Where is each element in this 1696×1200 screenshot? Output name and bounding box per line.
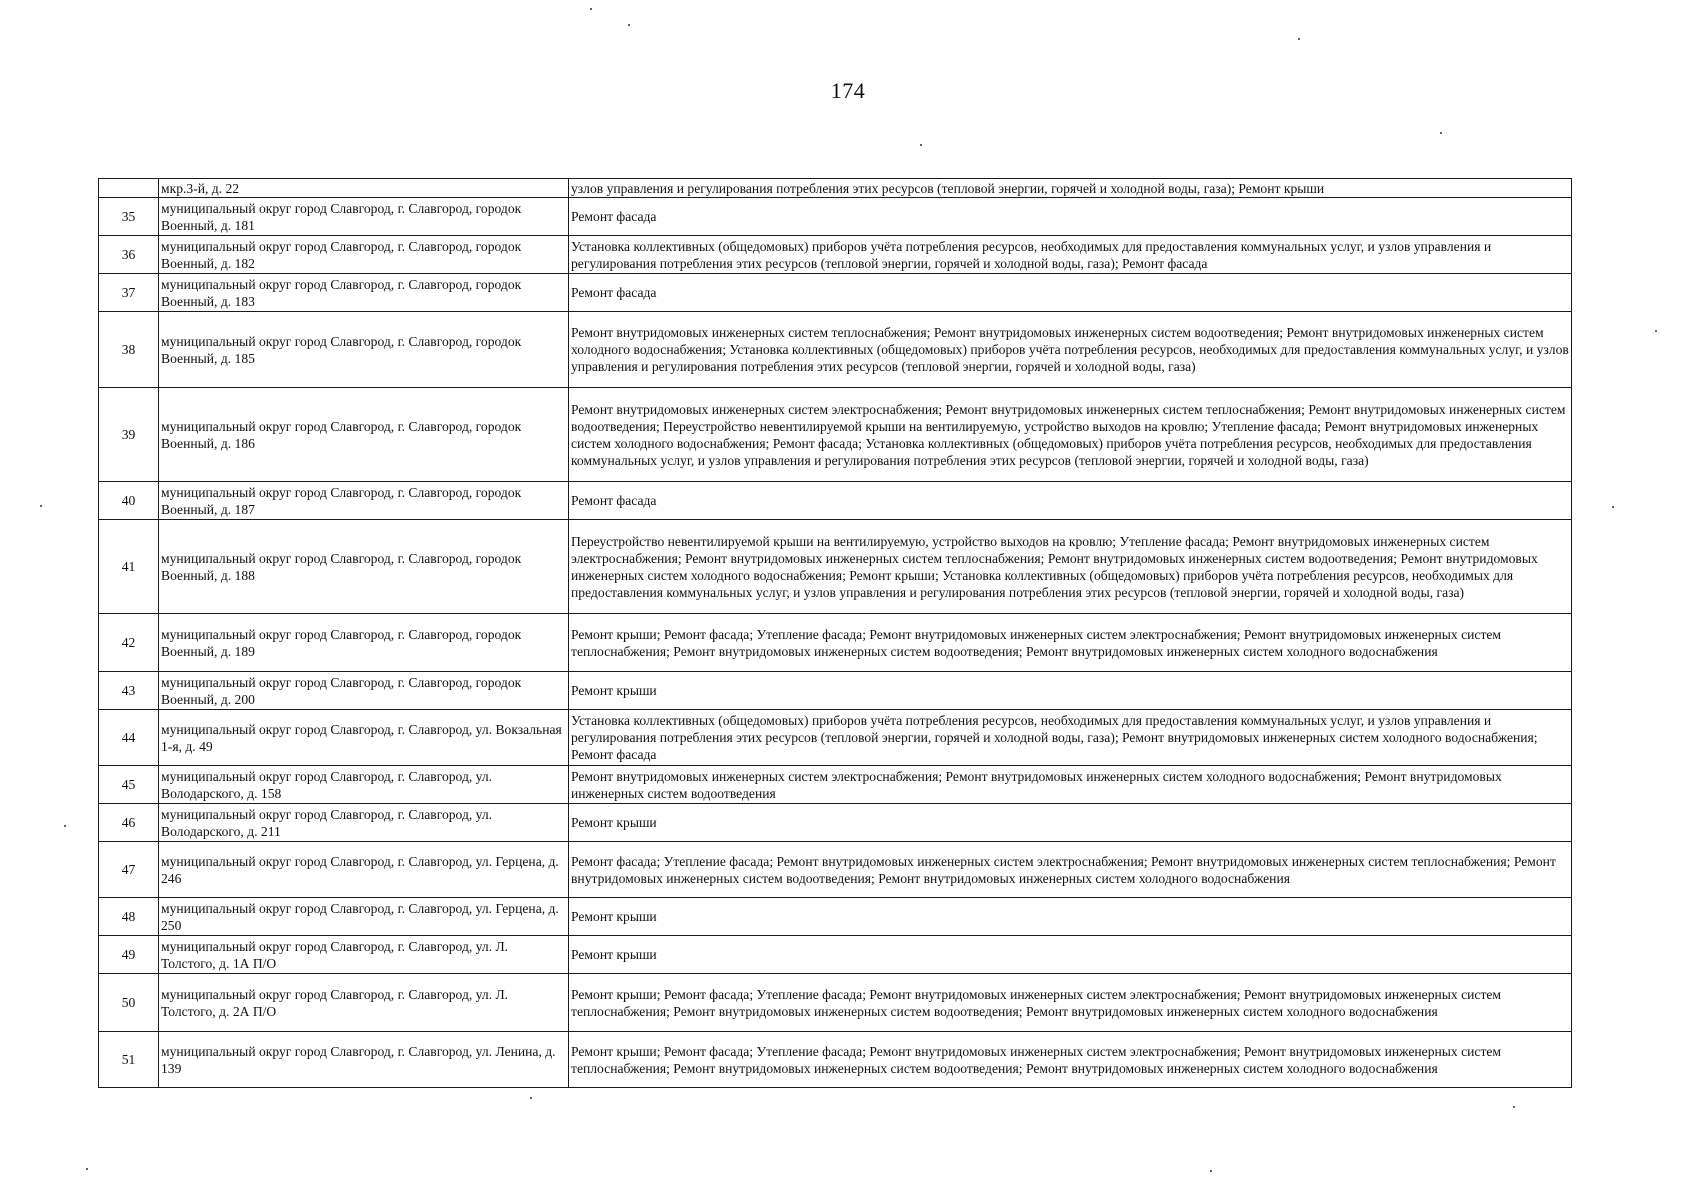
table-row [99,198,1572,236]
works-cell: Ремонт крыши [569,804,1572,842]
row-number-cell: 50 [99,974,159,1032]
scan-speck [1298,38,1300,40]
row-number-cell: 51 [99,1032,159,1088]
table-body [99,179,1572,1088]
scan-speck [1210,1170,1212,1172]
works-cell: Переустройство невентилируемой крыши на вентилируемую, устройство выходов на кровлю; Утепление фасада; Ремонт внутридомовых инженерных систем электроснабжения; Ремонт внутридомовых инженерных систем теплоснабжения; Ремонт внутридомовых инженерных систем водоотведения; Ремонт внутридомовых инженерных систем холодного водоснабжения; Ремонт крыши; Установка коллективных (общедомовых) приборов учёта потребления ресурсов, необходимых для предоставления коммунальных услуг, и узлов управления и регулирования потребления этих ресурсов (тепловой энергии, горячей и холодной воды, газа) [569,520,1572,614]
works-cell: Установка коллективных (общедомовых) приборов учёта потребления ресурсов, необходимых для предоставления коммунальных услуг, и узлов управления и регулирования потребления этих ресурсов (тепловой энергии, горячей и холодной воды, газа); Ремонт фасада [569,236,1572,274]
works-cell: узлов управления и регулирования потребления этих ресурсов (тепловой энергии, горячей и холодной воды, газа); Ремонт крыши [569,179,1572,198]
row-number-cell: 39 [99,388,159,482]
address-cell: муниципальный округ город Славгород, г. Славгород, ул. Володарского, д. 211 [159,804,569,842]
works-cell: Ремонт крыши [569,672,1572,710]
scan-speck [64,825,66,827]
works-cell: Ремонт крыши; Ремонт фасада; Утепление фасада; Ремонт внутридомовых инженерных систем электроснабжения; Ремонт внутридомовых инженерных систем теплоснабжения; Ремонт внутридомовых инженерных систем водоотведения; Ремонт внутридомовых инженерных систем холодного водоснабжения [569,614,1572,672]
scan-speck [86,1168,88,1170]
row-number-cell: 41 [99,520,159,614]
works-cell: Ремонт фасада [569,274,1572,312]
table-row [99,766,1572,804]
table-row [99,842,1572,898]
scan-speck [1612,506,1614,508]
page-number: 174 [830,78,866,103]
address-cell: муниципальный округ город Славгород, г. Славгород, городок Военный, д. 200 [159,672,569,710]
scan-speck [1440,132,1442,134]
table-row [99,520,1572,614]
address-cell: муниципальный округ город Славгород, г. Славгород, ул. Л. Толстого, д. 2А П/О [159,974,569,1032]
row-number-cell: 43 [99,672,159,710]
row-number-cell: 38 [99,312,159,388]
works-cell: Ремонт крыши; Ремонт фасада; Утепление фасада; Ремонт внутридомовых инженерных систем электроснабжения; Ремонт внутридомовых инженерных систем теплоснабжения; Ремонт внутридомовых инженерных систем водоотведения; Ремонт внутридомовых инженерных систем холодного водоснабжения [569,1032,1572,1088]
table-row [99,388,1572,482]
works-table [98,178,1572,1088]
scan-speck [590,8,592,10]
row-number-cell: 36 [99,236,159,274]
row-number-cell: 44 [99,710,159,766]
address-cell: муниципальный округ город Славгород, г. Славгород, городок Военный, д. 188 [159,520,569,614]
row-number-cell: 46 [99,804,159,842]
table-row [99,804,1572,842]
scan-speck [1655,330,1657,332]
address-cell: муниципальный округ город Славгород, г. Славгород, городок Военный, д. 185 [159,312,569,388]
address-cell: муниципальный округ город Славгород, г. Славгород, городок Военный, д. 187 [159,482,569,520]
table-row [99,312,1572,388]
address-cell: муниципальный округ город Славгород, г. Славгород, ул. Ленина, д. 139 [159,1032,569,1088]
address-cell: муниципальный округ город Славгород, г. Славгород, городок Военный, д. 183 [159,274,569,312]
works-cell: Ремонт фасада; Утепление фасада; Ремонт внутридомовых инженерных систем электроснабжения; Ремонт внутридомовых инженерных систем теплоснабжения; Ремонт внутридомовых инженерных систем водоотведения; Ремонт внутридомовых инженерных систем холодного водоснабжения [569,842,1572,898]
works-cell: Ремонт внутридомовых инженерных систем электроснабжения; Ремонт внутридомовых инженерных систем теплоснабжения; Ремонт внутридомовых инженерных систем водоотведения; Переустройство невентилируемой крыши на вентилируемую, устройство выходов на кровлю; Утепление фасада; Ремонт внутридомовых инженерных систем холодного водоснабжения; Ремонт фасада; Установка коллективных (общедомовых) приборов учёта потребления ресурсов, необходимых для предоставления коммунальных услуг, и узлов управления и регулирования потребления этих ресурсов (тепловой энергии, горячей и холодной воды, газа) [569,388,1572,482]
works-cell: Ремонт фасада [569,198,1572,236]
row-number-cell: 40 [99,482,159,520]
works-cell: Установка коллективных (общедомовых) приборов учёта потребления ресурсов, необходимых для предоставления коммунальных услуг, и узлов управления и регулирования потребления этих ресурсов (тепловой энергии, горячей и холодной воды, газа); Ремонт внутридомовых инженерных систем холодного водоснабжения; Ремонт фасада [569,710,1572,766]
address-cell: муниципальный округ город Славгород, г. Славгород, ул. Володарского, д. 158 [159,766,569,804]
table-row [99,482,1572,520]
row-number-cell: 35 [99,198,159,236]
scan-speck [628,24,630,26]
table-row [99,898,1572,936]
scan-speck [920,144,922,146]
table-row [99,274,1572,312]
scan-speck [530,1097,532,1099]
row-number-cell: 42 [99,614,159,672]
address-cell: муниципальный округ город Славгород, г. Славгород, городок Военный, д. 182 [159,236,569,274]
works-cell: Ремонт внутридомовых инженерных систем электроснабжения; Ремонт внутридомовых инженерных систем холодного водоснабжения; Ремонт внутридомовых инженерных систем водоотведения [569,766,1572,804]
table-row [99,672,1572,710]
address-cell: муниципальный округ город Славгород, г. Славгород, городок Военный, д. 186 [159,388,569,482]
address-cell: муниципальный округ город Славгород, г. Славгород, ул. Вокзальная 1-я, д. 49 [159,710,569,766]
address-cell: муниципальный округ город Славгород, г. Славгород, ул. Л. Толстого, д. 1А П/О [159,936,569,974]
address-cell: муниципальный округ город Славгород, г. Славгород, городок Военный, д. 189 [159,614,569,672]
address-cell: муниципальный округ город Славгород, г. Славгород, ул. Герцена, д. 250 [159,898,569,936]
address-cell: муниципальный округ город Славгород, г. Славгород, ул. Герцена, д. 246 [159,842,569,898]
row-number-cell: 37 [99,274,159,312]
address-cell: мкр.3-й, д. 22 [159,179,569,198]
table-row [99,710,1572,766]
table-row [99,179,1572,198]
table-row [99,1032,1572,1088]
table-row [99,236,1572,274]
works-cell: Ремонт крыши [569,936,1572,974]
works-cell: Ремонт внутридомовых инженерных систем теплоснабжения; Ремонт внутридомовых инженерных систем водоотведения; Ремонт внутридомовых инженерных систем холодного водоснабжения; Установка коллективных (общедомовых) приборов учёта потребления ресурсов, необходимых для предоставления коммунальных услуг, и узлов управления и регулирования потребления этих ресурсов (тепловой энергии, горячей и холодной воды, газа) [569,312,1572,388]
row-number-cell: 47 [99,842,159,898]
scan-speck [1513,1106,1515,1108]
scan-speck [40,505,42,507]
works-cell: Ремонт крыши [569,898,1572,936]
row-number-cell: 48 [99,898,159,936]
works-cell: Ремонт фасада [569,482,1572,520]
row-number-cell [99,179,159,198]
table-row [99,974,1572,1032]
row-number-cell: 49 [99,936,159,974]
works-cell: Ремонт крыши; Ремонт фасада; Утепление фасада; Ремонт внутридомовых инженерных систем электроснабжения; Ремонт внутридомовых инженерных систем теплоснабжения; Ремонт внутридомовых инженерных систем водоотведения; Ремонт внутридомовых инженерных систем холодного водоснабжения [569,974,1572,1032]
table-row [99,936,1572,974]
row-number-cell: 45 [99,766,159,804]
table-row [99,614,1572,672]
address-cell: муниципальный округ город Славгород, г. Славгород, городок Военный, д. 181 [159,198,569,236]
